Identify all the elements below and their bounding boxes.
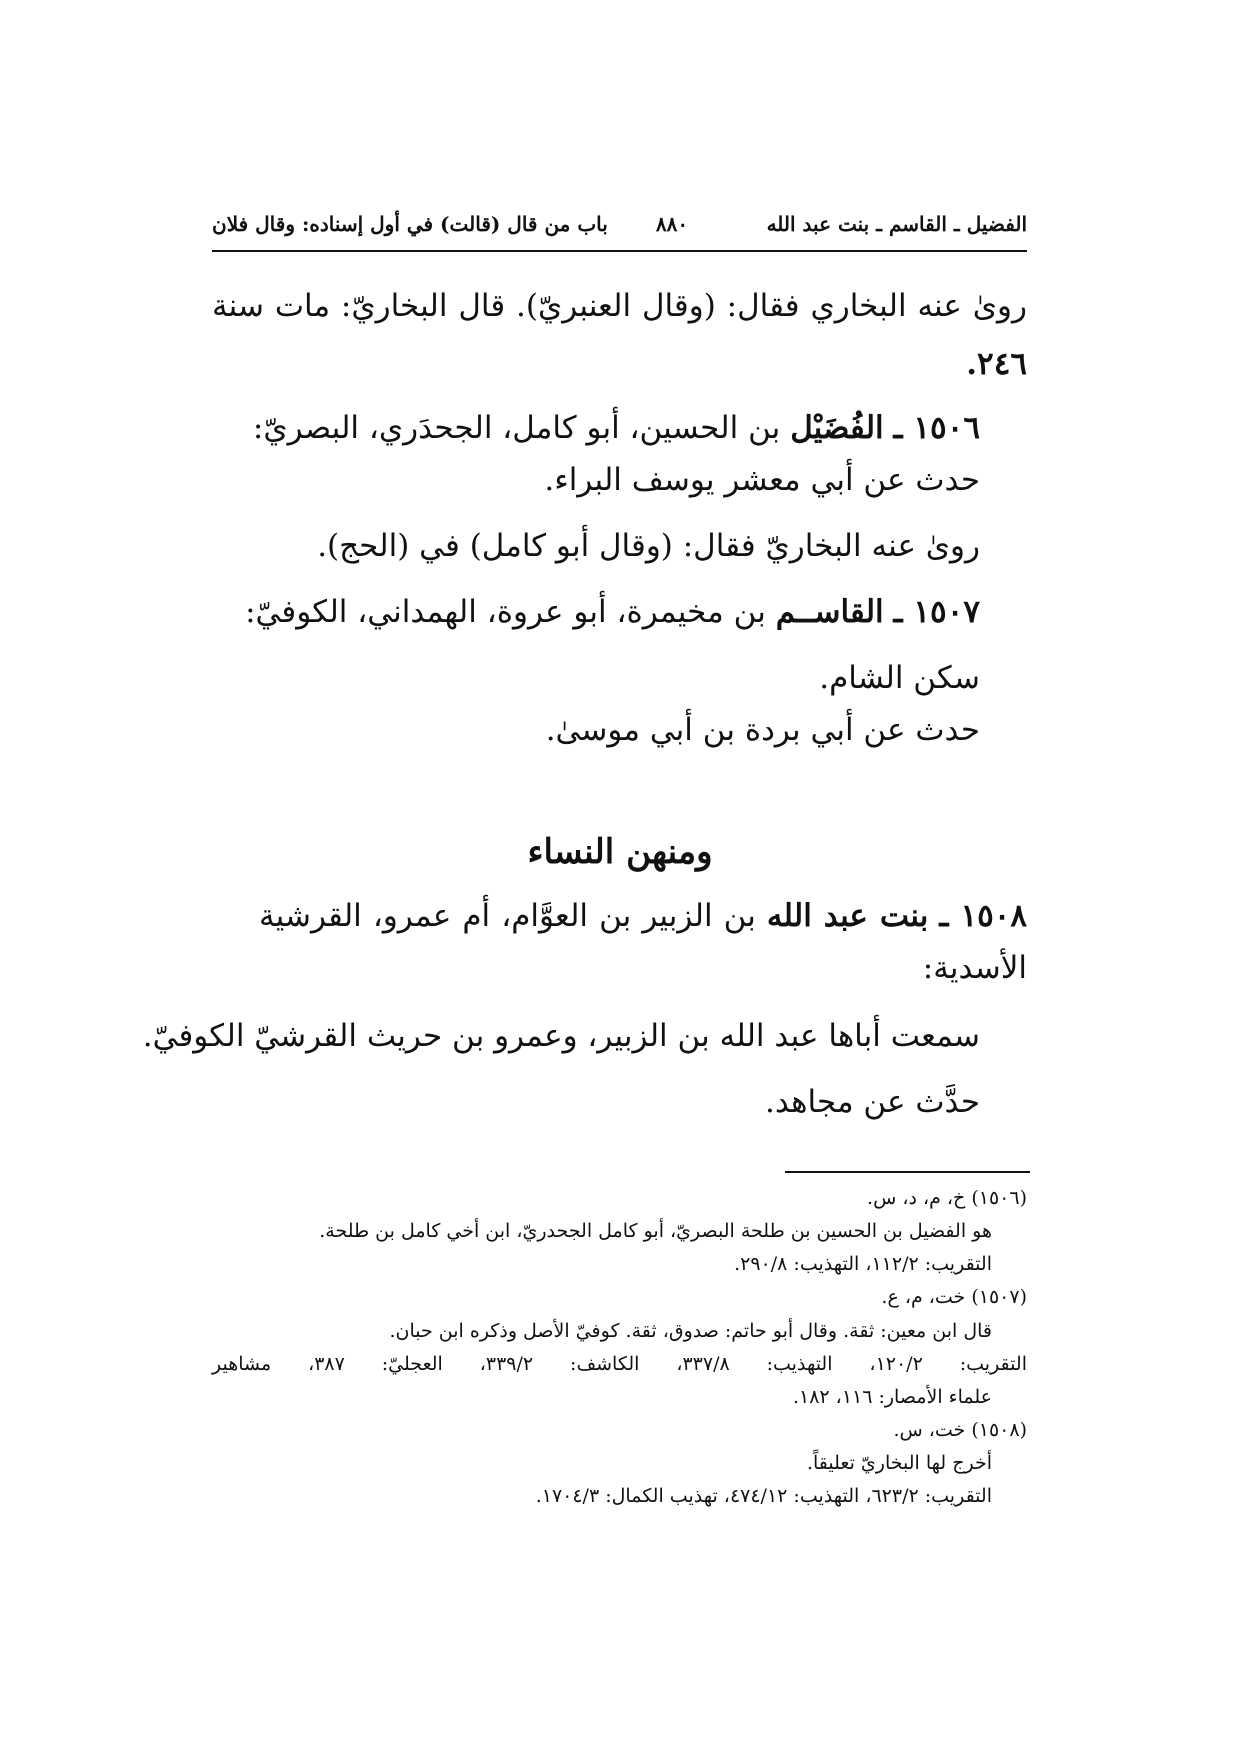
footnote-1506-head: (١٥٠٦) خ، م، د، س. [867,1187,1027,1209]
entry-1506-line-3: رویٰ عنه البخاريّ فقال: (وقال أبو كامل) في (الحج). [317,528,980,564]
page-number: ٨٨٠ [655,212,689,236]
entry-1508-description: بن الزبير بن العوَّام، أم عمرو، القرشية [259,898,756,934]
entry-1507-description: بن مخيمرة، أبو عروة، الهمداني، الكوفيّ: [245,594,766,630]
entry-1508-line-3: حدَّث عن مجاهد. [765,1084,980,1120]
entry-1507-name: القاســم [775,594,884,630]
footnote-divider [785,1171,1030,1173]
header-divider [212,250,1027,252]
intro-line-1: رویٰ عنه البخاري فقال: (وقال العنبريّ). قال البخاريّ: مات سنة [212,288,1027,324]
section-title: ومنهن النساء [527,832,713,872]
entry-1506-name: الفُضَيْل [790,410,884,446]
footnote-1506-line-1: هو الفضيل بن الحسين بن طلحة البصريّ، أبو كامل الجحدريّ، ابن أخي كامل بن طلحة. [319,1220,992,1242]
entry-1508-number: ١٥٠٨ ـ [939,898,1028,934]
entry-1506-number: ١٥٠٦ ـ [893,410,980,446]
intro-line-2: ٢٤٦. [966,346,1027,382]
footnote-1507-head: (١٥٠٧) خت، م، ع. [881,1286,1027,1308]
footnote-1508-line-2: التقريب: ٦٢٣/٢، التهذيب: ٤٧٤/١٢، تهذيب الكمال: ١٧٠٤/٣. [535,1485,992,1507]
entry-1506-heading [253,410,980,446]
footnote-1507-line-3: علماء الأمصار: ١١٦، ١٨٢. [792,1386,992,1408]
footnote-1507-line-2: التقريب: ١٢٠/٢، التهذيب: ٣٣٧/٨، الكاشف: ٣٣٩/٢، العجليّ: ٣٨٧، مشاهير [212,1353,1027,1375]
entry-1507-number: ١٥٠٧ ـ [893,594,980,630]
entry-1507-heading [245,594,980,630]
running-header [212,208,1027,248]
footnote-1506-line-2: التقريب: ١١٢/٢، التهذيب: ٢٩٠/٨. [734,1253,992,1275]
entry-1508-name: بنت عبد الله [766,898,929,934]
entry-1507-line-2: سكن الشام. [819,660,980,696]
entry-1506-line-2: حدث عن أبي معشر يوسف البراء. [544,462,980,498]
header-entries: الفضيل ـ القاسم ـ بنت عبد الله [766,212,1027,236]
entry-1508-line-1b: الأسدية: [922,950,1027,986]
footnote-1508-line-1: أخرج لها البخاريّ تعليقاً. [806,1452,992,1474]
entry-1508-line-2: سمعت أباها عبد الله بن الزبير، وعمرو بن حريث القرشيّ الكوفيّ. [142,1018,980,1054]
entry-1507-line-3: حدث عن أبي بردة بن أبي موسىٰ. [545,712,980,748]
header-chapter-title: باب من قال (قالت) في أول إسناده: وقال فلان [212,212,608,236]
footnote-1507-line-1: قال ابن معين: ثقة. وقال أبو حاتم: صدوق، ثقة. كوفيّ الأصل وذكره ابن حبان. [389,1320,992,1342]
footnote-1508-head: (١٥٠٨) خت، س. [893,1419,1027,1441]
entry-1506-description: بن الحسين، أبو كامل، الجحدَري، البصريّ: [252,410,781,446]
entry-1508-heading [259,898,1027,934]
